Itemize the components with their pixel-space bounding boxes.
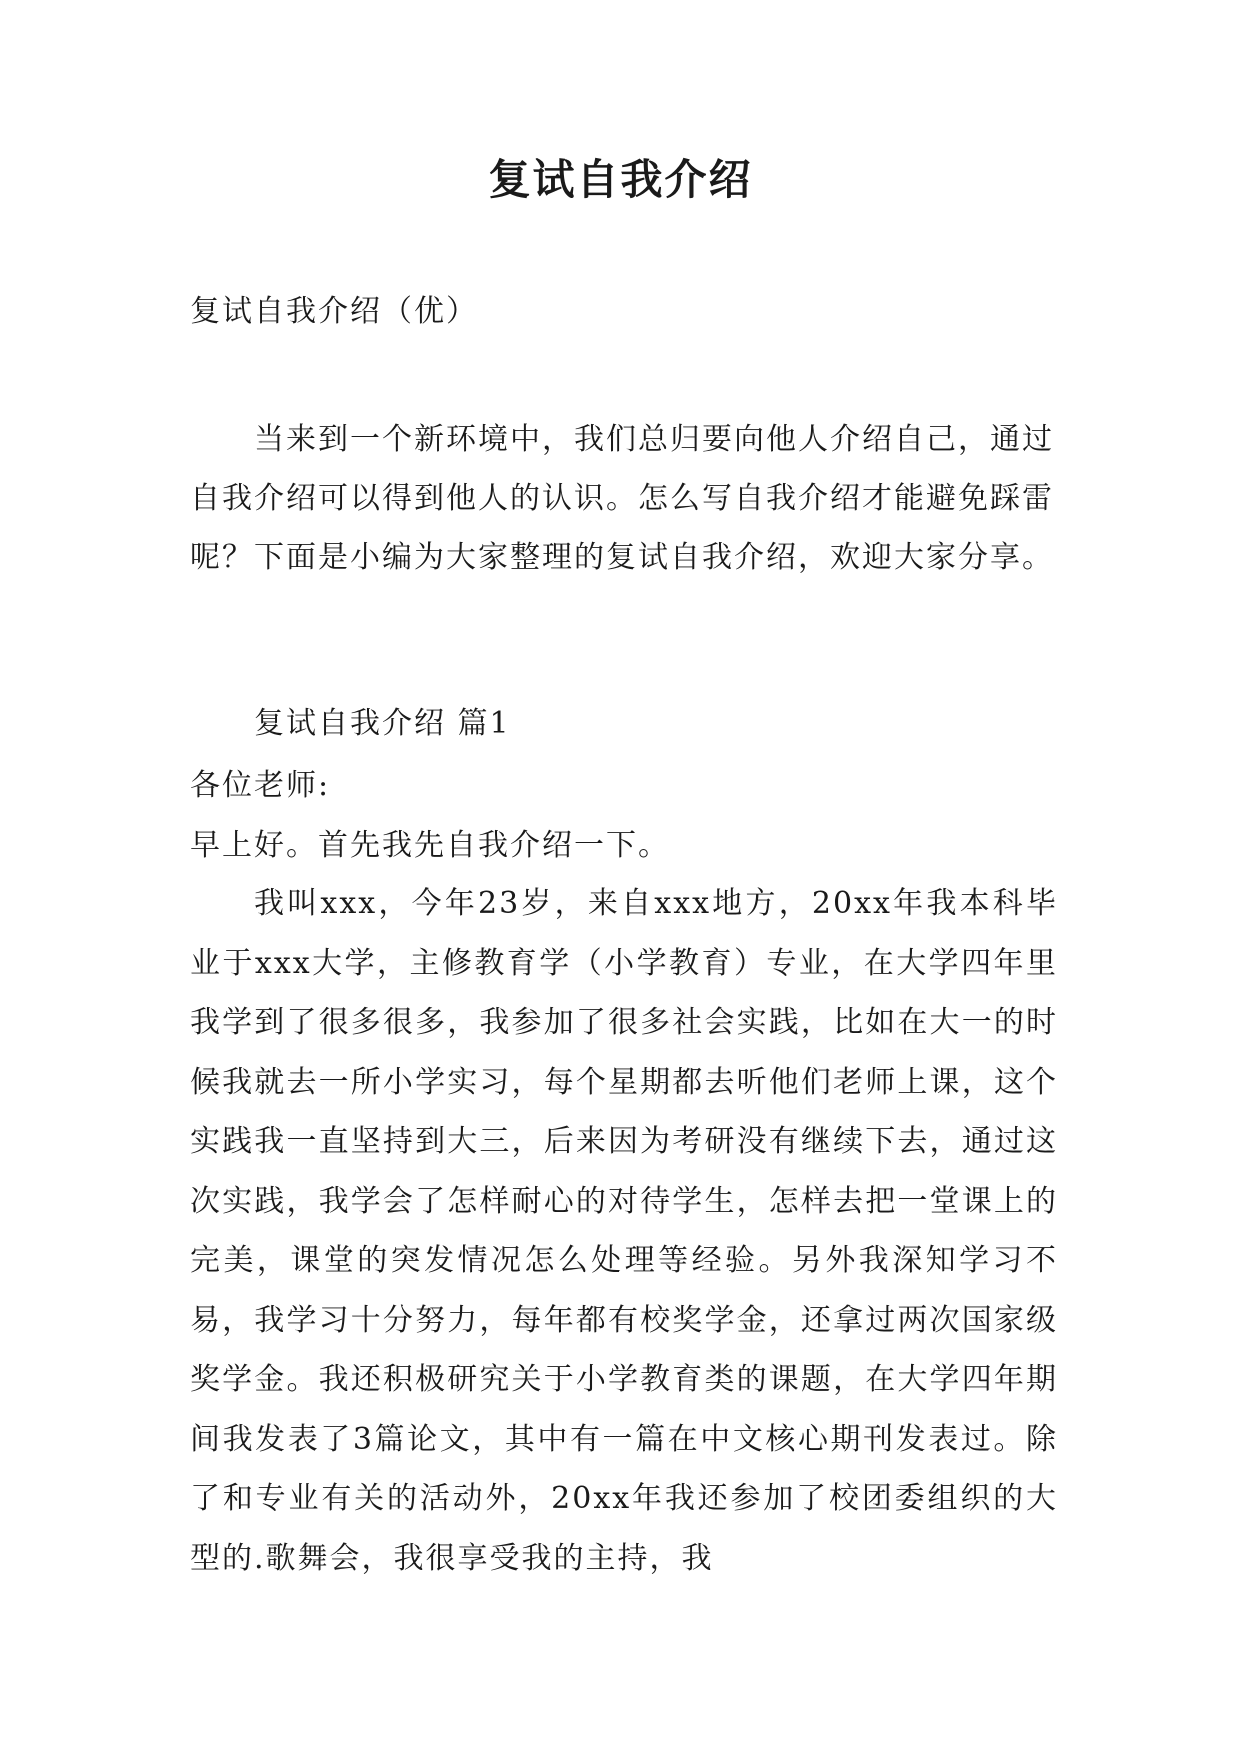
salutation-line: 各位老师: (190, 768, 331, 803)
body-paragraph: 我叫xxx，今年23岁，来自xxx地方，20xx年我本科毕业于xxx大学，主修教育学（小学教育）专业，在大学四年里我学到了很多很多，我参加了很多社会实践，比如在大一的时候我就去一所小学实习，每个星期都去听他们老师上课，这个实践我一直坚持到大三，后来因为考研没有继续下去，通过这次实践，我学会了怎样耐心的对待学生，怎样去把一堂课上的完美，课堂的突发情况怎么处理等经验。另外我深知学习不易，我学习十分努力，每年都有校奖学金，还拿过两次国家级奖学金。我还积极研究关于小学教育类的课题，在大学四年期间我发表了3篇论文，其中有一篇在中文核心期刊发表过。除了和专业有关的活动外，20xx年我还参加了校团委组织的大型的.歌舞会，我很享受我的主持，我 (190, 886, 1058, 1576)
document-subtitle: 复试自我介绍（优） (190, 294, 478, 329)
greeting-line: 早上好。首先我先自我介绍一下。 (190, 828, 670, 863)
section-heading: 复试自我介绍 篇1 (254, 706, 511, 741)
intro-paragraph: 当来到一个新环境中，我们总归要向他人介绍自己，通过自我介绍可以得到他人的认识。怎么写自我介绍才能避免踩雷呢？下面是小编为大家整理的复试自我介绍，欢迎大家分享。 (190, 422, 1054, 575)
document-title: 复试自我介绍 (488, 155, 753, 204)
